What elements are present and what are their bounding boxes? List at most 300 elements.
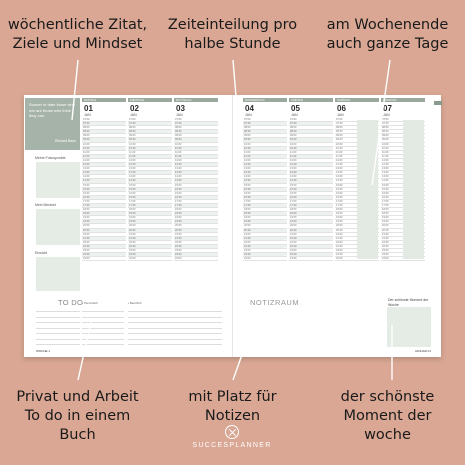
time-slot[interactable]: 10:30 <box>128 147 172 151</box>
time-slot[interactable]: 09:30 <box>289 138 333 142</box>
day-column <box>82 98 126 261</box>
time-slot[interactable]: 14:30 <box>243 179 287 183</box>
time-slot[interactable]: 22:00 <box>243 241 287 245</box>
time-slot[interactable]: 18:30 <box>174 212 218 216</box>
time-slot[interactable]: 13:00 <box>82 167 126 171</box>
time-slot[interactable]: 20:00 <box>381 224 425 228</box>
time-slot[interactable]: 08:30 <box>289 130 333 134</box>
time-slot[interactable]: 21:00 <box>243 233 287 237</box>
time-slot[interactable]: 07:30 <box>128 122 172 126</box>
time-slot[interactable]: 12:00 <box>174 159 218 163</box>
time-slot[interactable]: 07:00 <box>82 118 126 122</box>
todo-line[interactable] <box>128 328 222 329</box>
time-slot[interactable]: 16:00 <box>289 192 333 196</box>
todo-line[interactable] <box>128 339 222 340</box>
time-slot[interactable]: 12:30 <box>289 163 333 167</box>
day-column <box>243 98 287 261</box>
time-slot[interactable]: 09:30 <box>335 138 379 142</box>
time-slot[interactable]: 15:00 <box>174 184 218 188</box>
day-month: JAN <box>245 113 252 117</box>
time-slot[interactable]: 22:00 <box>381 241 425 245</box>
time-slot[interactable]: 17:30 <box>174 204 218 208</box>
day-number: 01 <box>84 104 93 113</box>
time-slot[interactable]: 13:30 <box>243 171 287 175</box>
time-slot[interactable]: 21:00 <box>82 233 126 237</box>
time-slot[interactable]: 08:30 <box>82 130 126 134</box>
time-slot[interactable]: 12:30 <box>174 163 218 167</box>
time-slot[interactable]: 18:00 <box>243 208 287 212</box>
time-slot[interactable]: 21:30 <box>243 237 287 241</box>
time-rows <box>289 118 333 261</box>
time-slot[interactable]: 13:30 <box>289 171 333 175</box>
time-slot[interactable]: 10:30 <box>381 147 425 151</box>
time-slot[interactable]: 17:00 <box>335 200 379 204</box>
time-slot[interactable]: 11:00 <box>381 151 425 155</box>
time-slot[interactable]: 20:00 <box>289 224 333 228</box>
time-slot[interactable]: 12:30 <box>243 163 287 167</box>
time-slot[interactable]: 24:00 <box>82 257 126 261</box>
time-slot[interactable]: 08:00 <box>243 126 287 130</box>
moment-label: Der schönste Moment der Woche <box>388 298 429 307</box>
time-slot[interactable]: 13:30 <box>174 171 218 175</box>
time-slot[interactable]: 19:30 <box>174 220 218 224</box>
mindset-label: Mein Mindset <box>35 203 56 207</box>
time-slot[interactable]: 11:30 <box>335 155 379 159</box>
time-slot[interactable]: 20:30 <box>82 229 126 233</box>
time-slot[interactable]: 21:30 <box>174 237 218 241</box>
time-slot[interactable]: 12:00 <box>335 159 379 163</box>
time-slot[interactable]: 22:00 <box>289 241 333 245</box>
todo-line[interactable] <box>36 333 80 334</box>
time-slot[interactable]: 14:00 <box>289 175 333 179</box>
day-header <box>82 98 126 118</box>
time-slot[interactable]: 24:00 <box>335 257 379 261</box>
time-slot[interactable]: 18:00 <box>381 208 425 212</box>
time-slot[interactable]: 10:00 <box>335 143 379 147</box>
time-slot[interactable]: 09:00 <box>128 134 172 138</box>
time-slot[interactable]: 22:00 <box>128 241 172 245</box>
time-slot[interactable]: 20:00 <box>128 224 172 228</box>
time-slot[interactable]: 08:00 <box>174 126 218 130</box>
time-slot[interactable]: 12:00 <box>243 159 287 163</box>
time-slot[interactable]: 11:30 <box>243 155 287 159</box>
caption-private-work-todo: Privat und Arbeit To do in einem Buch <box>16 389 139 443</box>
time-slot[interactable]: 19:30 <box>381 220 425 224</box>
time-slot[interactable]: 10:00 <box>381 143 425 147</box>
time-slot[interactable]: 17:00 <box>243 200 287 204</box>
time-slot[interactable]: 13:00 <box>174 167 218 171</box>
month-tab <box>434 101 442 105</box>
time-slot[interactable]: 09:30 <box>174 138 218 142</box>
time-slot[interactable]: 21:30 <box>381 237 425 241</box>
time-slot[interactable]: 11:00 <box>289 151 333 155</box>
time-rows <box>381 118 425 261</box>
time-slot[interactable]: 11:30 <box>82 155 126 159</box>
time-slot[interactable]: 18:30 <box>381 212 425 216</box>
todo-line[interactable] <box>82 333 124 334</box>
todo-line[interactable] <box>36 317 80 318</box>
todo-line[interactable] <box>82 317 124 318</box>
todo-line[interactable] <box>82 322 124 323</box>
time-slot[interactable]: 14:00 <box>243 175 287 179</box>
time-slot[interactable]: 20:30 <box>243 229 287 233</box>
time-slot[interactable]: 16:30 <box>82 196 126 200</box>
time-slot[interactable]: 20:00 <box>174 224 218 228</box>
todo-line[interactable] <box>36 339 80 340</box>
time-slot[interactable]: 22:30 <box>335 245 379 249</box>
day-number: 04 <box>245 104 254 113</box>
time-slot[interactable]: 14:00 <box>82 175 126 179</box>
time-slot[interactable]: 23:00 <box>128 249 172 253</box>
time-slot[interactable]: 17:00 <box>82 200 126 204</box>
day-month: JAN <box>337 113 344 117</box>
time-slot[interactable]: 08:30 <box>381 130 425 134</box>
time-slot[interactable]: 14:00 <box>174 175 218 179</box>
time-slot[interactable]: 17:00 <box>381 200 425 204</box>
time-slot[interactable]: 20:30 <box>335 229 379 233</box>
time-slot[interactable]: 14:30 <box>128 179 172 183</box>
time-slot[interactable]: 07:00 <box>335 118 379 122</box>
time-slot[interactable]: 15:00 <box>335 184 379 188</box>
time-slot[interactable]: 18:00 <box>82 208 126 212</box>
time-slot[interactable]: 18:30 <box>335 212 379 216</box>
time-slot[interactable]: 21:00 <box>381 233 425 237</box>
time-slot[interactable]: 12:30 <box>335 163 379 167</box>
time-slot[interactable]: 24:00 <box>128 257 172 261</box>
time-slot[interactable]: 15:30 <box>381 188 425 192</box>
todo-title: TO DO <box>58 298 84 307</box>
day-column <box>335 98 379 261</box>
time-slot[interactable]: 22:00 <box>174 241 218 245</box>
time-slot[interactable]: 15:30 <box>335 188 379 192</box>
time-slot[interactable]: 17:30 <box>243 204 287 208</box>
time-slot[interactable]: 15:30 <box>128 188 172 192</box>
time-slot[interactable]: 23:00 <box>289 249 333 253</box>
time-slot[interactable]: 22:30 <box>381 245 425 249</box>
day-weekday-label: FREITAG <box>291 98 303 102</box>
time-slot[interactable]: 16:00 <box>174 192 218 196</box>
time-slot[interactable]: 10:00 <box>243 143 287 147</box>
time-slot[interactable]: 11:30 <box>174 155 218 159</box>
mindset-block <box>36 209 80 245</box>
brand-logo <box>182 425 282 449</box>
time-slot[interactable]: 23:30 <box>243 253 287 257</box>
time-slot[interactable]: 23:00 <box>381 249 425 253</box>
time-slot[interactable]: 22:30 <box>289 245 333 249</box>
time-slot[interactable]: 21:00 <box>335 233 379 237</box>
time-slot[interactable]: 17:00 <box>289 200 333 204</box>
time-slot[interactable]: 15:30 <box>243 188 287 192</box>
time-slot[interactable]: 17:00 <box>128 200 172 204</box>
todo-line[interactable] <box>128 311 222 312</box>
time-slot[interactable]: 19:30 <box>243 220 287 224</box>
time-slot[interactable]: 23:30 <box>174 253 218 257</box>
time-slot[interactable]: 11:00 <box>128 151 172 155</box>
time-slot[interactable]: 09:00 <box>174 134 218 138</box>
time-slot[interactable]: 20:30 <box>289 229 333 233</box>
time-slot[interactable]: 08:00 <box>381 126 425 130</box>
time-slot[interactable]: 08:30 <box>128 130 172 134</box>
todo-line[interactable] <box>36 344 80 345</box>
time-slot[interactable]: 12:00 <box>128 159 172 163</box>
time-slot[interactable]: 21:00 <box>174 233 218 237</box>
time-slot[interactable]: 19:00 <box>381 216 425 220</box>
time-slot[interactable]: 22:30 <box>82 245 126 249</box>
time-slot[interactable]: 09:30 <box>82 138 126 142</box>
time-slot[interactable]: 19:00 <box>82 216 126 220</box>
time-slot[interactable]: 16:00 <box>381 192 425 196</box>
time-slot[interactable]: 13:00 <box>128 167 172 171</box>
time-slot[interactable]: 07:00 <box>381 118 425 122</box>
time-slot[interactable]: 16:30 <box>335 196 379 200</box>
time-slot[interactable]: 13:30 <box>335 171 379 175</box>
time-slot[interactable]: 11:00 <box>335 151 379 155</box>
day-column <box>289 98 333 261</box>
time-slot[interactable]: 13:00 <box>381 167 425 171</box>
time-slot[interactable]: 11:00 <box>174 151 218 155</box>
time-slot[interactable]: 14:00 <box>335 175 379 179</box>
time-slot[interactable]: 12:00 <box>289 159 333 163</box>
time-slot[interactable]: 07:00 <box>128 118 172 122</box>
time-slot[interactable]: 20:30 <box>128 229 172 233</box>
time-slot[interactable]: 15:00 <box>289 184 333 188</box>
time-slot[interactable]: 09:30 <box>243 138 287 142</box>
time-slot[interactable]: 07:30 <box>335 122 379 126</box>
time-slot[interactable]: 17:30 <box>381 204 425 208</box>
time-slot[interactable]: 09:00 <box>335 134 379 138</box>
time-slot[interactable]: 13:00 <box>289 167 333 171</box>
time-slot[interactable]: 16:00 <box>128 192 172 196</box>
time-slot[interactable]: 23:00 <box>335 249 379 253</box>
time-slot[interactable]: 23:30 <box>128 253 172 257</box>
time-slot[interactable]: 12:00 <box>82 159 126 163</box>
time-slot[interactable]: 18:00 <box>128 208 172 212</box>
caption-room-for-notes: mit Platz für Notizen <box>188 389 277 424</box>
time-slot[interactable]: 15:00 <box>381 184 425 188</box>
time-slot[interactable]: 10:30 <box>335 147 379 151</box>
time-slot[interactable]: 16:00 <box>335 192 379 196</box>
time-slot[interactable]: 15:00 <box>243 184 287 188</box>
time-slot[interactable]: 17:00 <box>174 200 218 204</box>
time-slot[interactable]: 15:30 <box>82 188 126 192</box>
time-slot[interactable]: 07:30 <box>381 122 425 126</box>
time-slot[interactable]: 18:30 <box>128 212 172 216</box>
time-slot[interactable]: 20:00 <box>243 224 287 228</box>
time-slot[interactable]: 19:30 <box>335 220 379 224</box>
time-slot[interactable]: 23:30 <box>381 253 425 257</box>
time-slot[interactable]: 07:30 <box>82 122 126 126</box>
time-rows <box>243 118 287 261</box>
time-slot[interactable]: 18:00 <box>335 208 379 212</box>
time-slot[interactable]: 23:00 <box>174 249 218 253</box>
todo-line[interactable] <box>128 344 222 345</box>
time-slot[interactable]: 08:00 <box>128 126 172 130</box>
time-slot[interactable]: 10:30 <box>174 147 218 151</box>
todo-line[interactable] <box>82 344 124 345</box>
time-slot[interactable]: 07:30 <box>289 122 333 126</box>
todo-line[interactable] <box>128 317 222 318</box>
time-slot[interactable]: 08:00 <box>335 126 379 130</box>
time-slot[interactable]: 23:30 <box>289 253 333 257</box>
time-slot[interactable]: 14:30 <box>335 179 379 183</box>
todo-line[interactable] <box>82 328 124 329</box>
time-slot[interactable]: 09:00 <box>289 134 333 138</box>
notes-title: NOTIZRAUM <box>250 298 300 307</box>
time-slot[interactable]: 22:00 <box>82 241 126 245</box>
time-slot[interactable]: 17:30 <box>289 204 333 208</box>
time-slot[interactable]: 13:00 <box>243 167 287 171</box>
todo-line[interactable] <box>36 311 80 312</box>
time-slot[interactable]: 10:30 <box>289 147 333 151</box>
time-slot[interactable]: 17:30 <box>335 204 379 208</box>
day-month: JAN <box>291 113 298 117</box>
time-slot[interactable]: 24:00 <box>289 257 333 261</box>
caption-best-moment: der schönste Moment der woche <box>340 389 435 443</box>
time-slot[interactable]: 16:00 <box>243 192 287 196</box>
time-slot[interactable]: 12:00 <box>381 159 425 163</box>
planner-spread <box>24 95 441 357</box>
time-slot[interactable]: 19:00 <box>174 216 218 220</box>
todo-line[interactable] <box>36 328 80 329</box>
time-slot[interactable]: 07:30 <box>174 122 218 126</box>
todo-line[interactable] <box>82 339 124 340</box>
time-slot[interactable]: 18:00 <box>174 208 218 212</box>
time-slot[interactable]: 17:30 <box>82 204 126 208</box>
time-slot[interactable]: 07:00 <box>174 118 218 122</box>
todo-line[interactable] <box>36 322 80 323</box>
day-weekday-label: SONNTAG <box>383 98 397 102</box>
time-slot[interactable]: 16:30 <box>174 196 218 200</box>
time-slot[interactable]: 08:30 <box>335 130 379 134</box>
time-slot[interactable]: 10:00 <box>82 143 126 147</box>
time-slot[interactable]: 08:30 <box>174 130 218 134</box>
time-slot[interactable]: 13:30 <box>82 171 126 175</box>
time-slot[interactable]: 21:30 <box>335 237 379 241</box>
time-slot[interactable]: 18:30 <box>289 212 333 216</box>
time-slot[interactable]: 24:00 <box>174 257 218 261</box>
time-slot[interactable]: 19:30 <box>128 220 172 224</box>
time-slot[interactable]: 23:30 <box>82 253 126 257</box>
time-slot[interactable]: 09:30 <box>128 138 172 142</box>
time-slot[interactable]: 12:30 <box>82 163 126 167</box>
time-slot[interactable]: 21:30 <box>289 237 333 241</box>
time-slot[interactable]: 09:00 <box>243 134 287 138</box>
time-slot[interactable]: 16:30 <box>381 196 425 200</box>
time-slot[interactable]: 18:00 <box>289 208 333 212</box>
time-slot[interactable]: 21:00 <box>128 233 172 237</box>
time-slot[interactable]: 21:30 <box>82 237 126 241</box>
time-slot[interactable]: 07:30 <box>243 122 287 126</box>
time-slot[interactable]: 13:30 <box>381 171 425 175</box>
time-slot[interactable]: 16:30 <box>243 196 287 200</box>
time-slot[interactable]: 07:00 <box>289 118 333 122</box>
time-slot[interactable]: 20:30 <box>174 229 218 233</box>
time-slot[interactable]: 10:30 <box>82 147 126 151</box>
time-slot[interactable]: 07:00 <box>243 118 287 122</box>
time-slot[interactable]: 24:00 <box>381 257 425 261</box>
time-slot[interactable]: 19:00 <box>128 216 172 220</box>
time-slot[interactable]: 21:30 <box>128 237 172 241</box>
time-slot[interactable]: 14:30 <box>289 179 333 183</box>
time-slot[interactable]: 10:30 <box>243 147 287 151</box>
time-slot[interactable]: 18:30 <box>82 212 126 216</box>
time-slot[interactable]: 18:30 <box>243 212 287 216</box>
time-slot[interactable]: 20:30 <box>381 229 425 233</box>
focus-label: Meine Fokuspunkte <box>35 156 66 160</box>
time-slot[interactable]: 09:30 <box>381 138 425 142</box>
time-slot[interactable]: 19:00 <box>335 216 379 220</box>
time-slot[interactable]: 09:00 <box>82 134 126 138</box>
time-slot[interactable]: 08:30 <box>243 130 287 134</box>
time-slot[interactable]: 22:30 <box>174 245 218 249</box>
time-slot[interactable]: 10:00 <box>289 143 333 147</box>
time-slot[interactable]: 14:30 <box>82 179 126 183</box>
time-slot[interactable]: 15:30 <box>289 188 333 192</box>
time-slot[interactable]: 19:00 <box>289 216 333 220</box>
time-slot[interactable]: 09:00 <box>381 134 425 138</box>
time-slot[interactable]: 14:30 <box>381 179 425 183</box>
time-slot[interactable]: 11:30 <box>381 155 425 159</box>
time-slot[interactable]: 14:00 <box>381 175 425 179</box>
time-slot[interactable]: 15:30 <box>174 188 218 192</box>
time-slot[interactable]: 15:00 <box>82 184 126 188</box>
time-slot[interactable]: 13:00 <box>335 167 379 171</box>
day-weekday-label: DONNERSTAG <box>245 98 265 102</box>
time-slot[interactable]: 11:30 <box>289 155 333 159</box>
day-weekday-label: MITTWOCH <box>176 98 192 102</box>
todo-line[interactable] <box>128 333 222 334</box>
todo-line[interactable] <box>82 311 124 312</box>
time-slot[interactable]: 12:30 <box>381 163 425 167</box>
time-slot[interactable]: 14:00 <box>128 175 172 179</box>
time-slot[interactable]: 11:30 <box>128 155 172 159</box>
time-slot[interactable]: 20:00 <box>335 224 379 228</box>
time-slot[interactable]: 22:30 <box>128 245 172 249</box>
time-slot[interactable]: 24:00 <box>243 257 287 261</box>
time-slot[interactable]: 16:30 <box>128 196 172 200</box>
time-slot[interactable]: 22:00 <box>335 241 379 245</box>
time-slot[interactable]: 23:30 <box>335 253 379 257</box>
time-slot[interactable]: 10:00 <box>128 143 172 147</box>
time-slot[interactable]: 21:00 <box>289 233 333 237</box>
time-slot[interactable]: 11:00 <box>82 151 126 155</box>
time-slot[interactable]: 23:00 <box>82 249 126 253</box>
planner-spine <box>232 95 233 357</box>
todo-line[interactable] <box>128 322 222 323</box>
time-slot[interactable]: 15:00 <box>128 184 172 188</box>
time-slot[interactable]: 16:30 <box>289 196 333 200</box>
time-slot[interactable]: 13:30 <box>128 171 172 175</box>
time-slot[interactable]: 14:30 <box>174 179 218 183</box>
time-slot[interactable]: 10:00 <box>174 143 218 147</box>
time-slot[interactable]: 19:30 <box>289 220 333 224</box>
time-slot[interactable]: 12:30 <box>128 163 172 167</box>
time-slot[interactable]: 08:00 <box>289 126 333 130</box>
time-slot[interactable]: 19:00 <box>243 216 287 220</box>
time-slot[interactable]: 22:30 <box>243 245 287 249</box>
time-slot[interactable]: 19:30 <box>82 220 126 224</box>
insight-label: Einsicht <box>35 251 48 255</box>
day-weekday-label: DIENSTAG <box>130 98 145 102</box>
time-slot[interactable]: 17:30 <box>128 204 172 208</box>
time-slot[interactable]: 08:00 <box>82 126 126 130</box>
time-slot[interactable]: 16:00 <box>82 192 126 196</box>
day-header <box>128 98 172 118</box>
time-slot[interactable]: 20:00 <box>82 224 126 228</box>
time-slot[interactable]: 11:00 <box>243 151 287 155</box>
time-slot[interactable]: 23:00 <box>243 249 287 253</box>
footer-week: WOCHE 1 <box>36 349 51 353</box>
